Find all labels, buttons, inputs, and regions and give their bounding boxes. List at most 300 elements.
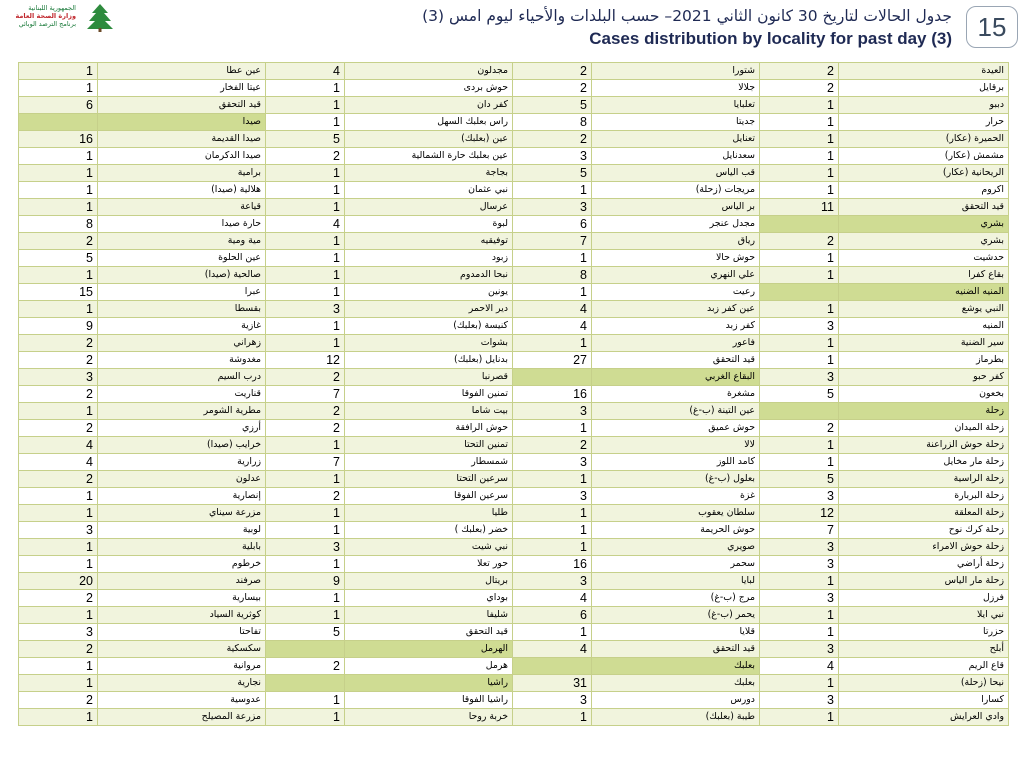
case-count-cell xyxy=(19,114,98,131)
locality-cell: حدشيت xyxy=(839,250,1009,267)
locality-cell: قيد التحقق xyxy=(839,199,1009,216)
locality-cell: زبود xyxy=(345,250,513,267)
locality-cell: رعيت xyxy=(592,284,760,301)
locality-cell: لوبية xyxy=(98,522,266,539)
locality-cell: طيبة (بعلبك) xyxy=(592,709,760,726)
table-row xyxy=(19,335,1009,352)
locality-cell: شمسطار xyxy=(345,454,513,471)
locality-cell: حوش الحريمة xyxy=(592,522,760,539)
table-row xyxy=(19,165,1009,182)
case-count-cell: 1 xyxy=(266,199,345,216)
locality-cell: سرعين الفوقا xyxy=(345,488,513,505)
table-row xyxy=(19,318,1009,335)
locality-cell: مية ومية xyxy=(98,233,266,250)
locality-cell: بدنايل (بعلبك) xyxy=(345,352,513,369)
cases-table xyxy=(18,62,1009,726)
case-count-cell: 7 xyxy=(513,233,592,250)
locality-cell: جلالا xyxy=(592,80,760,97)
locality-cell: قصرنبا xyxy=(345,369,513,386)
locality-cell: مجدلون xyxy=(345,63,513,80)
locality-cell: يونين xyxy=(345,284,513,301)
case-count-cell: 4 xyxy=(266,216,345,233)
locality-cell: رياق xyxy=(592,233,760,250)
case-count-cell: 15 xyxy=(19,284,98,301)
locality-cell: كسارا xyxy=(839,692,1009,709)
locality-cell: العيدة xyxy=(839,63,1009,80)
table-row xyxy=(19,267,1009,284)
case-count-cell: 3 xyxy=(513,488,592,505)
case-count-cell: 3 xyxy=(760,641,839,658)
table-row xyxy=(19,437,1009,454)
case-count-cell: 1 xyxy=(513,709,592,726)
locality-cell: بوداي xyxy=(345,590,513,607)
locality-cell: تعلبايا xyxy=(592,97,760,114)
table-body xyxy=(19,63,1009,726)
locality-cell: جديتا xyxy=(592,114,760,131)
locality-cell: زحلة المعلقة xyxy=(839,505,1009,522)
case-count-cell: 5 xyxy=(19,250,98,267)
case-count-cell: 7 xyxy=(760,522,839,539)
locality-cell: فرزل xyxy=(839,590,1009,607)
locality-cell: قيد التحقق xyxy=(345,624,513,641)
locality-cell: راشيا الفوقا xyxy=(345,692,513,709)
case-count-cell: 3 xyxy=(513,573,592,590)
case-count-cell: 20 xyxy=(19,573,98,590)
locality-cell: وادي العرايش xyxy=(839,709,1009,726)
table-row xyxy=(19,182,1009,199)
locality-cell: الريحانية (عكار) xyxy=(839,165,1009,182)
table-row xyxy=(19,539,1009,556)
table-row xyxy=(19,471,1009,488)
locality-cell: قيد التحقق xyxy=(592,641,760,658)
table-row xyxy=(19,369,1009,386)
case-count-cell: 16 xyxy=(19,131,98,148)
case-count-cell: 2 xyxy=(266,420,345,437)
table-row xyxy=(19,709,1009,726)
case-count-cell: 1 xyxy=(266,692,345,709)
locality-cell: هرمل xyxy=(345,658,513,675)
case-count-cell: 2 xyxy=(19,335,98,352)
case-count-cell: 1 xyxy=(19,182,98,199)
table-row xyxy=(19,522,1009,539)
locality-cell: صالحية (صيدا) xyxy=(98,267,266,284)
locality-cell: عين التينة (ب-غ) xyxy=(592,403,760,420)
case-count-cell: 4 xyxy=(513,641,592,658)
table-row xyxy=(19,216,1009,233)
locality-cell: زحلة حوش الامراء xyxy=(839,539,1009,556)
case-count-cell: 1 xyxy=(19,658,98,675)
locality-cell: خضر (بعلبك ) xyxy=(345,522,513,539)
table-row xyxy=(19,488,1009,505)
case-count-cell: 1 xyxy=(760,165,839,182)
case-count-cell: 1 xyxy=(266,335,345,352)
table-row xyxy=(19,624,1009,641)
locality-cell: نجارية xyxy=(98,675,266,692)
case-count-cell: 5 xyxy=(266,624,345,641)
logo-line-1: الجمهورية اللبنانية xyxy=(28,4,76,12)
case-count-cell: 27 xyxy=(513,352,592,369)
case-count-cell: 1 xyxy=(19,607,98,624)
case-count-cell: 2 xyxy=(266,148,345,165)
locality-cell: زحلة الميدان xyxy=(839,420,1009,437)
locality-cell: اكروم xyxy=(839,182,1009,199)
table-row xyxy=(19,403,1009,420)
locality-cell: شليفا xyxy=(345,607,513,624)
locality-cell: مشمش (عكار) xyxy=(839,148,1009,165)
case-count-cell: 6 xyxy=(513,216,592,233)
case-count-cell xyxy=(760,403,839,420)
case-count-cell: 1 xyxy=(19,301,98,318)
table-row xyxy=(19,80,1009,97)
case-count-cell: 3 xyxy=(760,590,839,607)
case-count-cell: 3 xyxy=(513,148,592,165)
case-count-cell: 12 xyxy=(760,505,839,522)
locality-cell: فاعور xyxy=(592,335,760,352)
case-count-cell: 3 xyxy=(513,692,592,709)
case-count-cell: 2 xyxy=(19,641,98,658)
case-count-cell: 3 xyxy=(19,624,98,641)
table-row xyxy=(19,454,1009,471)
case-count-cell: 3 xyxy=(19,369,98,386)
locality-cell: قب الياس xyxy=(592,165,760,182)
case-count-cell: 7 xyxy=(266,454,345,471)
case-count-cell: 3 xyxy=(760,318,839,335)
locality-cell: بقاع كفرا xyxy=(839,267,1009,284)
table-row xyxy=(19,97,1009,114)
locality-cell: عيتا الفخار xyxy=(98,80,266,97)
locality-cell: كفر حبو xyxy=(839,369,1009,386)
table-row xyxy=(19,607,1009,624)
page-title-arabic: جدول الحالات لتاريخ 30 كانون الثاني 2021– حسب البلدات والأحياء ليوم امس (3) xyxy=(422,7,952,25)
case-count-cell: 5 xyxy=(266,131,345,148)
case-count-cell: 1 xyxy=(266,267,345,284)
case-count-cell: 2 xyxy=(513,131,592,148)
case-count-cell xyxy=(513,369,592,386)
locality-cell: مروانية xyxy=(98,658,266,675)
case-count-cell: 1 xyxy=(760,182,839,199)
region-header-cell: بعلبك xyxy=(592,658,760,675)
case-count-cell: 12 xyxy=(266,352,345,369)
table-row xyxy=(19,63,1009,80)
locality-cell: النبي يوشع xyxy=(839,301,1009,318)
locality-cell: يحمر (ب-غ) xyxy=(592,607,760,624)
case-count-cell: 1 xyxy=(19,556,98,573)
case-count-cell: 1 xyxy=(760,573,839,590)
locality-cell: هلالية (صيدا) xyxy=(98,182,266,199)
locality-cell: بريتال xyxy=(345,573,513,590)
locality-cell: حرار xyxy=(839,114,1009,131)
table-row xyxy=(19,692,1009,709)
case-count-cell: 1 xyxy=(19,63,98,80)
locality-cell: برامية xyxy=(98,165,266,182)
case-count-cell: 1 xyxy=(266,590,345,607)
locality-cell: عبرا xyxy=(98,284,266,301)
case-count-cell: 8 xyxy=(513,114,592,131)
case-count-cell: 4 xyxy=(513,318,592,335)
locality-cell: الحميرة (عكار) xyxy=(839,131,1009,148)
locality-cell: بابلية xyxy=(98,539,266,556)
case-count-cell: 3 xyxy=(19,522,98,539)
locality-cell: نبي عثمان xyxy=(345,182,513,199)
locality-cell: نبي ايلا xyxy=(839,607,1009,624)
locality-cell: تفاحتا xyxy=(98,624,266,641)
locality-cell: قاع الريم xyxy=(839,658,1009,675)
case-count-cell: 5 xyxy=(513,165,592,182)
case-count-cell: 1 xyxy=(266,182,345,199)
case-count-cell: 7 xyxy=(266,386,345,403)
locality-cell: عين كفر زبد xyxy=(592,301,760,318)
logo-line-3: برنامج الترصد الوبائي xyxy=(18,20,76,28)
case-count-cell: 1 xyxy=(266,284,345,301)
locality-cell: حوش الرافقة xyxy=(345,420,513,437)
locality-cell: علي النهري xyxy=(592,267,760,284)
locality-cell: مزرعة سيناي xyxy=(98,505,266,522)
case-count-cell: 1 xyxy=(19,199,98,216)
case-count-cell: 1 xyxy=(760,454,839,471)
case-count-cell: 2 xyxy=(266,658,345,675)
locality-cell: راس بعلبك السهل xyxy=(345,114,513,131)
case-count-cell: 2 xyxy=(760,420,839,437)
case-count-cell: 1 xyxy=(513,624,592,641)
case-count-cell: 1 xyxy=(760,709,839,726)
locality-cell: بجاجة xyxy=(345,165,513,182)
case-count-cell: 1 xyxy=(266,709,345,726)
table-row xyxy=(19,658,1009,675)
case-count-cell: 16 xyxy=(513,556,592,573)
table-row xyxy=(19,131,1009,148)
case-count-cell: 1 xyxy=(760,131,839,148)
locality-cell: دير الاحمر xyxy=(345,301,513,318)
logo-line-2: وزارة الصحة العامة xyxy=(15,12,76,20)
case-count-cell: 3 xyxy=(266,301,345,318)
locality-cell: عين عطا xyxy=(98,63,266,80)
locality-cell: حوش حالا xyxy=(592,250,760,267)
case-count-cell: 5 xyxy=(760,386,839,403)
locality-cell: توفيقيه xyxy=(345,233,513,250)
locality-cell: المنيه xyxy=(839,318,1009,335)
case-count-cell: 1 xyxy=(19,80,98,97)
case-count-cell: 2 xyxy=(19,471,98,488)
case-count-cell: 16 xyxy=(513,386,592,403)
table-row xyxy=(19,233,1009,250)
case-count-cell: 1 xyxy=(19,539,98,556)
case-count-cell: 2 xyxy=(760,80,839,97)
locality-cell: نبحا الدمدوم xyxy=(345,267,513,284)
case-count-cell xyxy=(760,284,839,301)
case-count-cell: 5 xyxy=(513,97,592,114)
page-title-english: Cases distribution by locality for past day (3) xyxy=(589,29,952,48)
table-row xyxy=(19,148,1009,165)
locality-cell: عرسال xyxy=(345,199,513,216)
case-count-cell: 2 xyxy=(266,369,345,386)
locality-cell: زحلة مار الياس xyxy=(839,573,1009,590)
ministry-logo xyxy=(8,3,118,33)
locality-cell: تعنايل xyxy=(592,131,760,148)
case-count-cell: 2 xyxy=(513,80,592,97)
locality-cell: بشوات xyxy=(345,335,513,352)
case-count-cell: 4 xyxy=(266,63,345,80)
case-count-cell: 1 xyxy=(513,420,592,437)
locality-cell: غزة xyxy=(592,488,760,505)
logo-text xyxy=(8,4,76,28)
table-row xyxy=(19,301,1009,318)
locality-cell: صيدا القديمة xyxy=(98,131,266,148)
locality-cell: طليا xyxy=(345,505,513,522)
case-count-cell: 9 xyxy=(19,318,98,335)
table-row xyxy=(19,386,1009,403)
locality-cell: خرايب (صيدا) xyxy=(98,437,266,454)
table-row xyxy=(19,352,1009,369)
case-count-cell: 1 xyxy=(513,505,592,522)
locality-cell: زحلة مار مخايل xyxy=(839,454,1009,471)
locality-cell: درب السيم xyxy=(98,369,266,386)
locality-cell: حارة صيدا xyxy=(98,216,266,233)
case-count-cell: 6 xyxy=(513,607,592,624)
case-count-cell xyxy=(760,216,839,233)
region-header-cell: الهرمل xyxy=(345,641,513,658)
case-count-cell: 3 xyxy=(513,454,592,471)
table-row xyxy=(19,114,1009,131)
region-header-cell: صيدا xyxy=(98,114,266,131)
locality-cell: خرطوم xyxy=(98,556,266,573)
case-count-cell: 2 xyxy=(513,63,592,80)
locality-cell: زحلة الراسية xyxy=(839,471,1009,488)
locality-cell: برقايل xyxy=(839,80,1009,97)
locality-cell: بخعون xyxy=(839,386,1009,403)
locality-cell: زرارية xyxy=(98,454,266,471)
case-count-cell: 2 xyxy=(266,488,345,505)
case-count-cell: 1 xyxy=(19,709,98,726)
locality-cell: عدوسية xyxy=(98,692,266,709)
locality-cell: قيد التحقق xyxy=(98,97,266,114)
case-count-cell: 1 xyxy=(760,301,839,318)
locality-cell: مرج (ب-غ) xyxy=(592,590,760,607)
case-count-cell: 2 xyxy=(19,233,98,250)
locality-cell: قياعة xyxy=(98,199,266,216)
locality-cell: بعلول (ب-غ) xyxy=(592,471,760,488)
locality-cell: كفر زبد xyxy=(592,318,760,335)
locality-cell: قناريت xyxy=(98,386,266,403)
locality-cell: بيت شاما xyxy=(345,403,513,420)
page-number-badge: 15 xyxy=(966,6,1018,48)
case-count-cell: 1 xyxy=(513,522,592,539)
table-row xyxy=(19,250,1009,267)
locality-cell: كامد اللوز xyxy=(592,454,760,471)
case-count-cell: 8 xyxy=(513,267,592,284)
locality-cell: سحمر xyxy=(592,556,760,573)
locality-cell: عين بعلبك حارة الشمالية xyxy=(345,148,513,165)
case-count-cell: 1 xyxy=(19,675,98,692)
case-count-cell: 1 xyxy=(266,165,345,182)
locality-cell: قيد التحقق xyxy=(592,352,760,369)
locality-cell: تمنين الفوقا xyxy=(345,386,513,403)
case-count-cell: 2 xyxy=(760,233,839,250)
locality-cell: مغدوشة xyxy=(98,352,266,369)
case-count-cell: 1 xyxy=(266,318,345,335)
case-count-cell: 1 xyxy=(19,165,98,182)
case-count-cell: 1 xyxy=(266,80,345,97)
table-row xyxy=(19,505,1009,522)
case-count-cell: 31 xyxy=(513,675,592,692)
locality-cell: أبلح xyxy=(839,641,1009,658)
table-row xyxy=(19,556,1009,573)
locality-cell: عين الحلوة xyxy=(98,250,266,267)
case-count-cell: 1 xyxy=(266,556,345,573)
case-count-cell: 1 xyxy=(513,539,592,556)
case-count-cell: 2 xyxy=(19,386,98,403)
case-count-cell: 1 xyxy=(760,335,839,352)
case-count-cell: 1 xyxy=(266,607,345,624)
locality-cell: بطرماز xyxy=(839,352,1009,369)
case-count-cell: 5 xyxy=(760,471,839,488)
case-count-cell: 1 xyxy=(266,522,345,539)
locality-cell: لبايا xyxy=(592,573,760,590)
case-count-cell: 1 xyxy=(266,250,345,267)
locality-cell: زحلة حوش الزراعنة xyxy=(839,437,1009,454)
case-count-cell: 1 xyxy=(19,148,98,165)
case-count-cell: 3 xyxy=(760,556,839,573)
region-header-cell: بشري xyxy=(839,216,1009,233)
locality-cell: حور تعلا xyxy=(345,556,513,573)
locality-cell: بر الياس xyxy=(592,199,760,216)
locality-cell: عدلون xyxy=(98,471,266,488)
locality-cell: كفر دان xyxy=(345,97,513,114)
case-count-cell: 1 xyxy=(266,233,345,250)
locality-cell: قلايا xyxy=(592,624,760,641)
case-count-cell: 1 xyxy=(513,182,592,199)
case-count-cell: 3 xyxy=(760,369,839,386)
case-count-cell: 1 xyxy=(266,471,345,488)
locality-cell: مشغرة xyxy=(592,386,760,403)
locality-cell: لالا xyxy=(592,437,760,454)
locality-cell: بقسطا xyxy=(98,301,266,318)
locality-cell: عين (بعلبك) xyxy=(345,131,513,148)
case-count-cell: 1 xyxy=(266,505,345,522)
case-count-cell: 4 xyxy=(513,590,592,607)
locality-cell: بشري xyxy=(839,233,1009,250)
case-count-cell: 1 xyxy=(760,352,839,369)
locality-cell: بعلبك xyxy=(592,675,760,692)
table-row xyxy=(19,675,1009,692)
region-header-cell: زحلة xyxy=(839,403,1009,420)
case-count-cell: 4 xyxy=(19,437,98,454)
case-count-cell: 3 xyxy=(513,199,592,216)
case-count-cell: 2 xyxy=(266,403,345,420)
region-header-cell: البقاع الغربي xyxy=(592,369,760,386)
locality-cell: كنيسة (بعلبك) xyxy=(345,318,513,335)
locality-cell: تمنين التحتا xyxy=(345,437,513,454)
case-count-cell xyxy=(266,675,345,692)
table-row xyxy=(19,420,1009,437)
case-count-cell: 1 xyxy=(760,437,839,454)
locality-cell: سكسكية xyxy=(98,641,266,658)
locality-cell: مريجات (زحلة) xyxy=(592,182,760,199)
case-count-cell xyxy=(513,658,592,675)
case-count-cell: 1 xyxy=(513,335,592,352)
case-count-cell: 1 xyxy=(266,437,345,454)
locality-cell: نيحا (زحلة) xyxy=(839,675,1009,692)
locality-cell: بيسارية xyxy=(98,590,266,607)
locality-cell: دببو xyxy=(839,97,1009,114)
case-count-cell: 1 xyxy=(19,505,98,522)
locality-cell: سلطان يعقوب xyxy=(592,505,760,522)
case-count-cell xyxy=(266,641,345,658)
table-row xyxy=(19,199,1009,216)
locality-cell: لبوة xyxy=(345,216,513,233)
case-count-cell: 1 xyxy=(19,267,98,284)
locality-cell: زحلة البربارة xyxy=(839,488,1009,505)
locality-cell: سرعين التحتا xyxy=(345,471,513,488)
